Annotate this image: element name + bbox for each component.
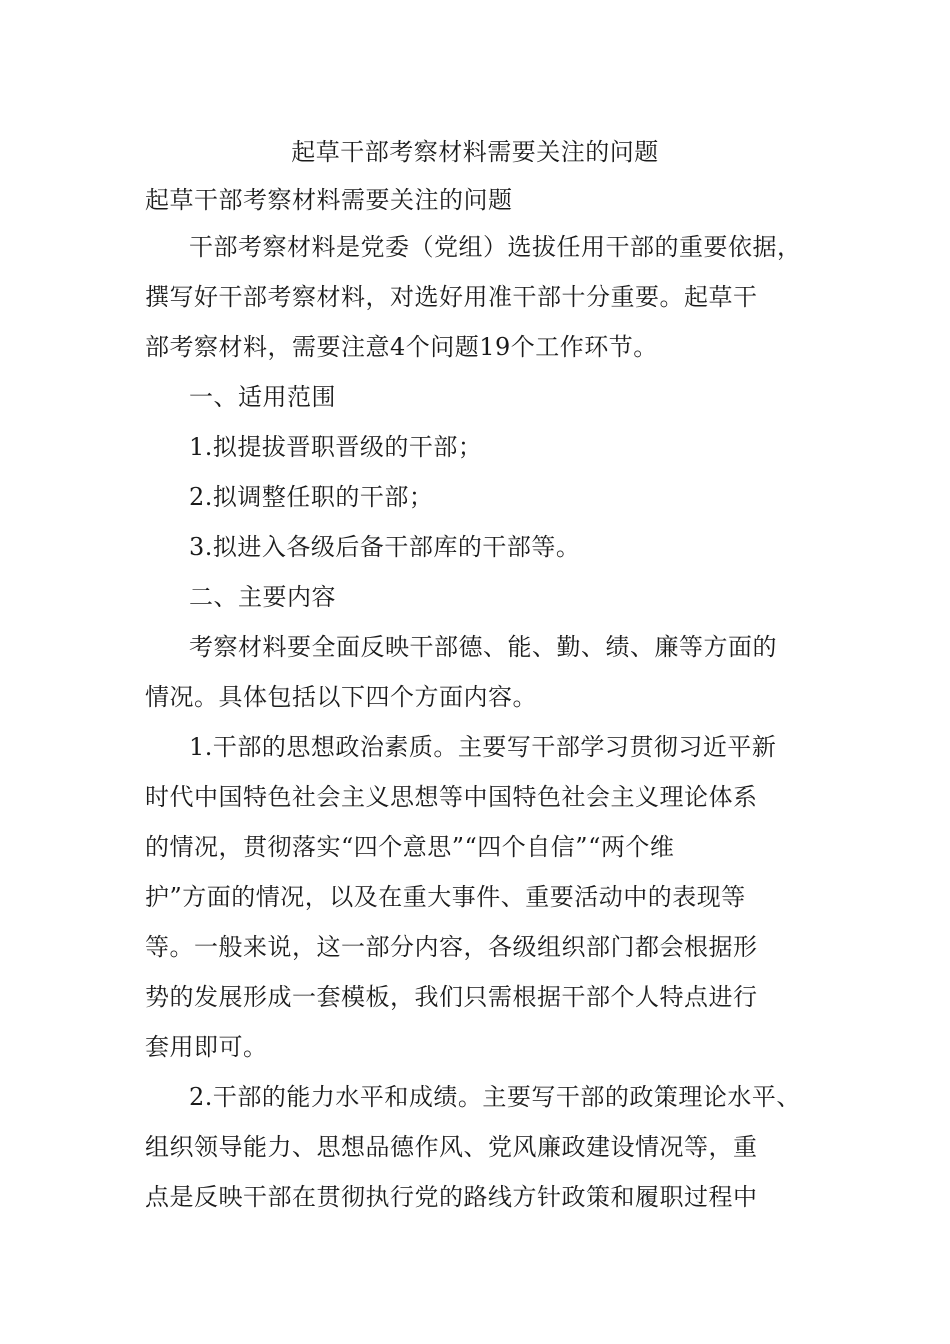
- paragraph-content-line: 情况。具体包括以下四个方面内容。: [145, 683, 537, 711]
- paragraph-political-line: 1.干部的思想政治素质。主要写干部学习贯彻习近平新: [189, 733, 777, 761]
- paragraph-political-line: 护”方面的情况，以及在重大事件、重要活动中的表现等: [145, 883, 746, 911]
- document-subtitle: 起草干部考察材料需要关注的问题: [145, 186, 513, 214]
- list-item: 3.拟进入各级后备干部库的干部等。: [189, 533, 581, 561]
- paragraph-ability-line: 点是反映干部在贯彻执行党的路线方针政策和履职过程中: [145, 1183, 758, 1211]
- paragraph-political-line: 的情况，贯彻落实“四个意思”“四个自信”“两个维: [145, 833, 675, 861]
- paragraph-political-line: 等。一般来说，这一部分内容，各级组织部门都会根据形: [145, 933, 758, 961]
- paragraph-intro-line: 撰写好干部考察材料，对选好用准干部十分重要。起草干: [145, 283, 758, 311]
- section-heading-scope: 一、适用范围: [189, 383, 336, 411]
- paragraph-intro-line: 部考察材料，需要注意4个问题19个工作环节。: [145, 333, 658, 361]
- paragraph-intro-line: 干部考察材料是党委（党组）选拔任用干部的重要依据，: [189, 233, 802, 261]
- paragraph-political-line: 势的发展形成一套模板，我们只需根据干部个人特点进行: [145, 983, 758, 1011]
- document-body: [145, 222, 825, 1222]
- paragraph-political-line: 套用即可。: [145, 1033, 268, 1061]
- list-item: 2.拟调整任职的干部；: [189, 483, 434, 511]
- document-title: 起草干部考察材料需要关注的问题: [291, 138, 659, 166]
- paragraph-content-line: 考察材料要全面反映干部德、能、勤、绩、廉等方面的: [189, 633, 777, 661]
- paragraph-ability-line: 2.干部的能力水平和成绩。主要写干部的政策理论水平、: [189, 1083, 801, 1111]
- paragraph-political-line: 时代中国特色社会主义思想等中国特色社会主义理论体系: [145, 783, 758, 811]
- section-heading-content: 二、主要内容: [189, 583, 336, 611]
- list-item: 1.拟提拔晋职晋级的干部；: [189, 433, 483, 461]
- paragraph-ability-line: 组织领导能力、思想品德作风、党风廉政建设情况等，重: [145, 1133, 758, 1161]
